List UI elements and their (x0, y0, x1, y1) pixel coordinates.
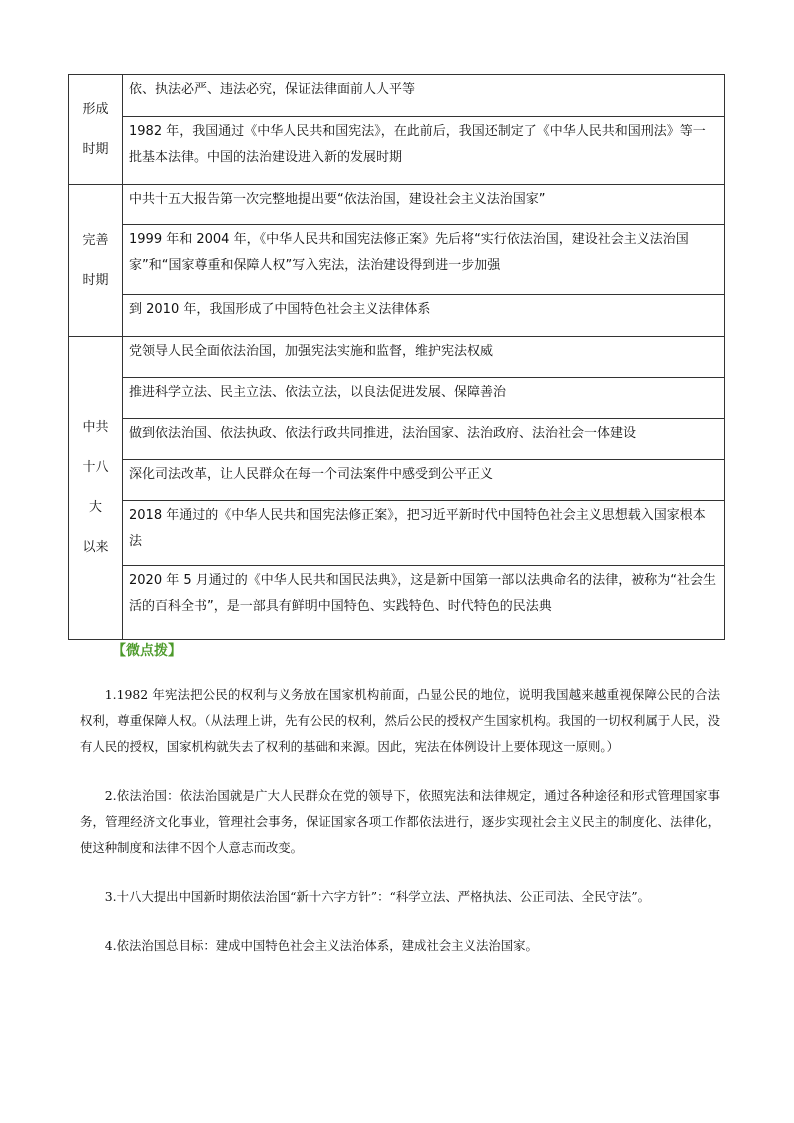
table-cell: 到 2010 年，我国形成了中国特色社会主义法律体系 (123, 295, 725, 337)
period-cell (69, 337, 123, 640)
period-label: 大 (88, 500, 102, 515)
period-label: 完善 (82, 232, 109, 248)
table-cell: 2018 年通过的《中华人民共和国宪法修正案》，把习近平新时代中国特色社会主义思想载入国家根本法 (123, 501, 725, 566)
note-paragraph: 3.十八大提出中国新时期依法治国“新十六字方针”：“科学立法、严格执法、公正司法、全民守法”。 (104, 889, 650, 904)
table-cell: 1999 年和 2004 年，《中华人民共和国宪法修正案》先后将“实行依法治国，建设社会主义法治国家”和“国家尊重和保障人权”写入宪法，法治建设得到进一步加强 (123, 225, 725, 295)
table-cell: 党领导人民全面依法治国，加强宪法实施和监督，维护宪法权威 (123, 337, 725, 378)
period-label: 时期 (82, 272, 109, 288)
table-cell: 中共十五大报告第一次完整地提出要“依法治国，建设社会主义法治国家” (123, 185, 725, 225)
period-cell (69, 75, 123, 185)
table-row (69, 295, 725, 337)
table-cell: 2020 年 5 月通过的《中华人民共和国民法典》，这是新中国第一部以法典命名的法律，被称为“社会生活的百科全书”，是一部具有鲜明中国特色、实践特色、时代特色的民法典 (123, 566, 725, 640)
table-row (69, 566, 725, 640)
notes-heading: 【微点拨】 (112, 643, 182, 659)
note-paragraph: 1.1982 年宪法把公民的权利与义务放在国家机构前面，凸显公民的地位，说明我国越来越重视保障公民的合法权利，尊重保障人权。（从法理上讲，先有公民的权利，然后公民的授权产生国家机构。我国的一切权利属于人民，没有人民的授权，国家机构就失去了权利的基础和来源。因此，宪法在体例设计上要体现这一原则。） (80, 687, 720, 754)
table-cell: 深化司法改革，让人民群众在每一个司法案件中感受到公平正义 (123, 460, 725, 501)
period-cell (69, 185, 123, 337)
note-paragraph: 4.依法治国总目标：建成中国特色社会主义法治体系，建成社会主义法治国家。 (104, 938, 538, 953)
table-row (69, 185, 725, 225)
period-label: 形成 (82, 101, 109, 117)
table-row (69, 460, 725, 501)
table-row (69, 75, 725, 117)
table-cell: 1982 年，我国通过《中华人民共和国宪法》，在此前后，我国还制定了《中华人民共和国刑法》等一批基本法律。中国的法治建设进入新的发展时期 (123, 117, 725, 185)
period-label: 以来 (82, 540, 109, 555)
period-label: 时期 (82, 141, 109, 157)
table-row (69, 225, 725, 295)
table-cell: 依、执法必严、违法必究，保证法律面前人人平等 (123, 75, 725, 117)
table-cell: 推进科学立法、民主立法、依法立法，以良法促进发展、保障善治 (123, 378, 725, 419)
table-row (69, 337, 725, 378)
period-label: 中共 (82, 420, 109, 435)
notes-section (80, 682, 720, 982)
table-row (69, 117, 725, 185)
period-label: 十八 (82, 460, 109, 475)
table-cell: 做到依法治国、依法执政、依法行政共同推进，法治国家、法治政府、法治社会一体建设 (123, 419, 725, 460)
table-row (69, 419, 725, 460)
table-row (69, 501, 725, 566)
legal-development-table (68, 74, 725, 640)
table-row (69, 378, 725, 419)
note-paragraph: 2.依法治国：依法治国就是广大人民群众在党的领导下，依照宪法和法律规定，通过各种途径和形式管理国家事务，管理经济文化事业，管理社会事务，保证国家各项工作都依法进行，逐步实现社会主义民主的制度化、法律化，使这种制度和法律不因个人意志而改变。 (80, 788, 720, 855)
